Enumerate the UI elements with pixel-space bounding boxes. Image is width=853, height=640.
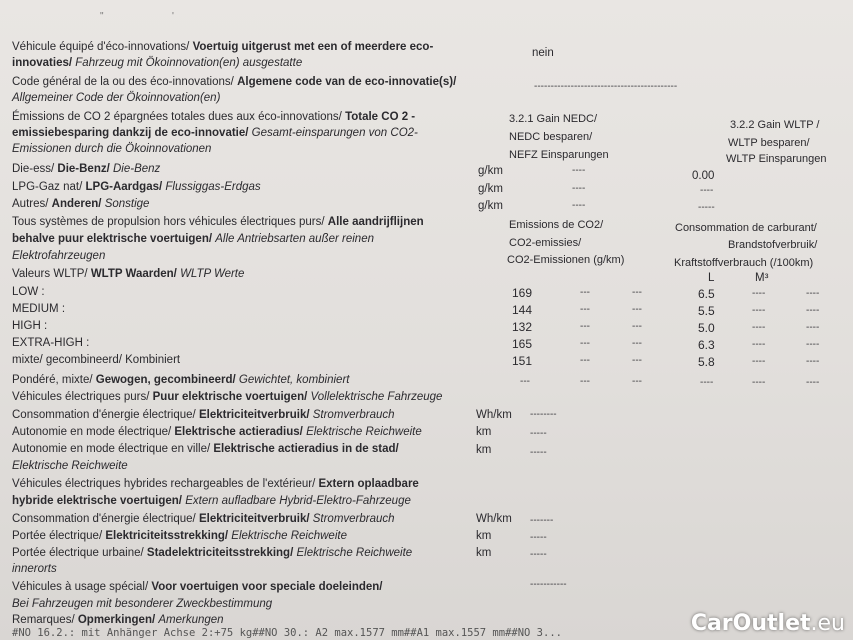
row-label: HIGH : xyxy=(12,320,48,332)
dash: ---- xyxy=(806,339,820,350)
dash: ---- xyxy=(806,288,820,299)
dash: --- xyxy=(520,376,530,387)
co2-savings-line2: emissiebesparing dankzij de eco-innovatie/ Gesamt-einsparungen von CO2- xyxy=(12,127,418,139)
phev-section-line2: hybride elektrische voertuigen/ Extern aufladbare Hybrid-Elektro-Fahrzeuge xyxy=(12,495,411,507)
ev-consumption-label: Consommation d'énergie électrique/ Elektriciteitverbruik/ Stromverbrauch xyxy=(12,409,395,421)
phev-range-label: Portée électrique/ Elektriciteitsstrekking/ Elektrische Reichweite xyxy=(12,530,347,542)
eco-equipped-line2: innovaties/ Fahrzeug mit Ökoinnovation(en) ausgestatte xyxy=(12,57,303,69)
litres-value: 6.3 xyxy=(698,338,715,352)
dash: ---- xyxy=(806,305,820,316)
fuel-diesel-label: Die-ess/ Die-Benz/ Die-Benz xyxy=(12,163,161,175)
unit-litres: L xyxy=(708,272,715,284)
scan-mark: " xyxy=(100,11,104,22)
litres-value: 5.8 xyxy=(698,355,715,369)
dash: --- xyxy=(632,338,642,349)
wltp-header-1: 3.2.2 Gain WLTP / xyxy=(730,119,820,131)
table-row xyxy=(0,319,853,335)
phev-consumption-label: Consommation d'énergie électrique/ Elektriciteitverbruik/ Stromverbrauch xyxy=(12,513,395,525)
dash: --- xyxy=(632,304,642,315)
co2-savings-line3: Emissionen durch die Ökoinnovationen xyxy=(12,143,212,155)
co2-value: 151 xyxy=(512,354,533,368)
dash: ------- xyxy=(530,515,554,526)
co2-value: 144 xyxy=(512,303,533,317)
dash: ---- xyxy=(752,356,766,367)
consumption-header-3: Kraftstoffverbrauch (/100km) xyxy=(674,257,814,269)
fuel-other-label: Autres/ Anderen/ Sonstige xyxy=(12,198,150,210)
co2-savings-line1: Émissions de CO 2 épargnées totales dues aux éco-innovations/ Totale CO 2 - xyxy=(12,111,416,123)
dash: --- xyxy=(632,355,642,366)
emissions-header-1: Emissions de CO2/ xyxy=(509,219,604,231)
carooutlet-watermark: CarOutlet.eu xyxy=(690,611,845,636)
footer-mono-line: #NO 16.2.: mit Anhänger Achse 2:+75 kg##NO 30.: A2 max.1577 mm##A1 max.1557 mm##NO 3... xyxy=(12,627,562,639)
scan-mark: ' xyxy=(172,11,174,22)
special-purpose-line1: Véhicules à usage spécial/ Voor voertuigen voor speciale doeleinden/ xyxy=(12,581,383,593)
dash: ---- xyxy=(752,339,766,350)
remarks-label: Remarques/ Opmerkingen/ Amerkungen xyxy=(12,614,224,626)
dash: ---- xyxy=(806,322,820,333)
special-purpose-value: ----------- xyxy=(530,579,567,590)
all-drivetrains-line2: behalve puur elektrische voertuigen/ Alle Antriebsarten außer reinen xyxy=(12,233,374,245)
ev-range-label: Autonomie en mode électrique/ Elektrische actieradius/ Elektrische Reichweite xyxy=(12,426,422,438)
wltp-header-3: WLTP Einsparungen xyxy=(726,153,827,165)
wltp-values-label: Valeurs WLTP/ WLTP Waarden/ WLTP Werte xyxy=(12,268,245,280)
unit-gkm: g/km xyxy=(478,165,503,177)
eco-code-line1: Code général de la ou des éco-innovations/ Algemene code van de eco-innovatie(s)/ xyxy=(12,76,457,88)
ev-city-range-line1: Autonomie en mode électrique en ville/ Elektrische actieradius in de stad/ xyxy=(12,443,399,455)
unit-km: km xyxy=(476,426,492,438)
unit-km: km xyxy=(476,444,492,456)
co2-value: 169 xyxy=(512,286,533,300)
dash: --- xyxy=(580,287,590,298)
phev-city-range-line2: innerorts xyxy=(12,563,57,575)
dash: --- xyxy=(580,321,590,332)
all-drivetrains-line1: Tous systèmes de propulsion hors véhicules électriques purs/ Alle aandrijflijnen xyxy=(12,216,424,228)
unit-gkm: g/km xyxy=(478,200,503,212)
dash: ----- xyxy=(698,202,715,213)
dash: ----- xyxy=(530,549,547,560)
dash: ---- xyxy=(572,200,586,211)
dash: ----- xyxy=(530,532,547,543)
dash: --- xyxy=(580,355,590,366)
row-label: mixte/ gecombineerd/ Kombiniert xyxy=(12,354,181,366)
unit-whkm: Wh/km xyxy=(476,513,512,525)
diesel-value: 0.00 xyxy=(692,170,715,182)
dash: -------- xyxy=(530,409,557,420)
unit-km: km xyxy=(476,547,492,559)
table-row xyxy=(0,285,853,301)
dash: ---- xyxy=(572,165,586,176)
dash: ---- xyxy=(752,288,766,299)
litres-value: 5.0 xyxy=(698,321,715,335)
nedc-header-2: NEDC besparen/ xyxy=(509,131,593,143)
ev-section-title: Véhicules électriques purs/ Puur elektrische voertuigen/ Vollelektrische Fahrzeuge xyxy=(12,391,443,403)
unit-gkm: g/km xyxy=(478,183,503,195)
dash: --- xyxy=(580,376,590,387)
fuel-lpg-label: LPG-Gaz nat/ LPG-Aardgas/ Flussiggas-Erdgas xyxy=(12,181,261,193)
dash: --- xyxy=(632,287,642,298)
litres-value: 5.5 xyxy=(698,304,715,318)
co2-value: 132 xyxy=(512,320,533,334)
row-label: MEDIUM : xyxy=(12,303,66,315)
all-drivetrains-line3: Elektrofahrzeugen xyxy=(12,250,106,262)
eco-equipped-line1: Véhicule équipé d'éco-innovations/ Voertuig uitgerust met een of meerdere eco- xyxy=(12,41,434,53)
consumption-header-2: Brandstofverbruik/ xyxy=(728,239,818,251)
dash: ---- xyxy=(752,377,766,388)
unit-whkm: Wh/km xyxy=(476,409,512,421)
nedc-header-3: NEFZ Einsparungen xyxy=(509,149,609,161)
dash: ---- xyxy=(752,305,766,316)
eco-code-value: ------------------------------------------- xyxy=(534,81,678,92)
dash: ---- xyxy=(806,356,820,367)
consumption-header-1: Consommation de carburant/ xyxy=(675,222,817,234)
weighted-label: Pondéré, mixte/ Gewogen, gecombineerd/ Gewichtet, kombiniert xyxy=(12,374,350,386)
emissions-header-3: CO2-Emissionen (g/km) xyxy=(507,254,625,266)
co2-value: 165 xyxy=(512,337,533,351)
dash: ---- xyxy=(752,322,766,333)
row-label: LOW : xyxy=(12,286,45,298)
eco-equipped-value: nein xyxy=(532,47,554,59)
ev-city-range-line2: Elektrische Reichweite xyxy=(12,460,128,472)
dash: ---- xyxy=(572,183,586,194)
eco-code-line2: Allgemeiner Code der Ökoinnovation(en) xyxy=(12,92,221,104)
dash: --- xyxy=(632,376,642,387)
nedc-header-1: 3.2.1 Gain NEDC/ xyxy=(509,113,598,125)
phev-section-line1: Véhicules électriques hybrides rechargeables de l'extérieur/ Extern oplaadbare xyxy=(12,478,419,490)
unit-km: km xyxy=(476,530,492,542)
wltp-header-2: WLTP besparen/ xyxy=(728,137,810,149)
dash: --- xyxy=(580,338,590,349)
emissions-header-2: CO2-emissies/ xyxy=(509,237,582,249)
litres-value: 6.5 xyxy=(698,287,715,301)
dash: --- xyxy=(580,304,590,315)
row-label: EXTRA-HIGH : xyxy=(12,337,90,349)
dash: --- xyxy=(632,321,642,332)
unit-m3: M³ xyxy=(755,272,769,284)
dash: ----- xyxy=(530,428,547,439)
table-row xyxy=(0,353,853,369)
special-purpose-line2: Bei Fahrzeugen mit besonderer Zweckbestimmung xyxy=(12,598,273,610)
dash: ---- xyxy=(700,185,714,196)
phev-city-range-line1: Portée électrique urbaine/ Stadelektriciteitsstrekking/ Elektrische Reichweite xyxy=(12,547,413,559)
dash: ----- xyxy=(530,447,547,458)
table-row xyxy=(0,302,853,318)
dash: ---- xyxy=(806,377,820,388)
table-row xyxy=(0,336,853,352)
dash: ---- xyxy=(700,377,714,388)
